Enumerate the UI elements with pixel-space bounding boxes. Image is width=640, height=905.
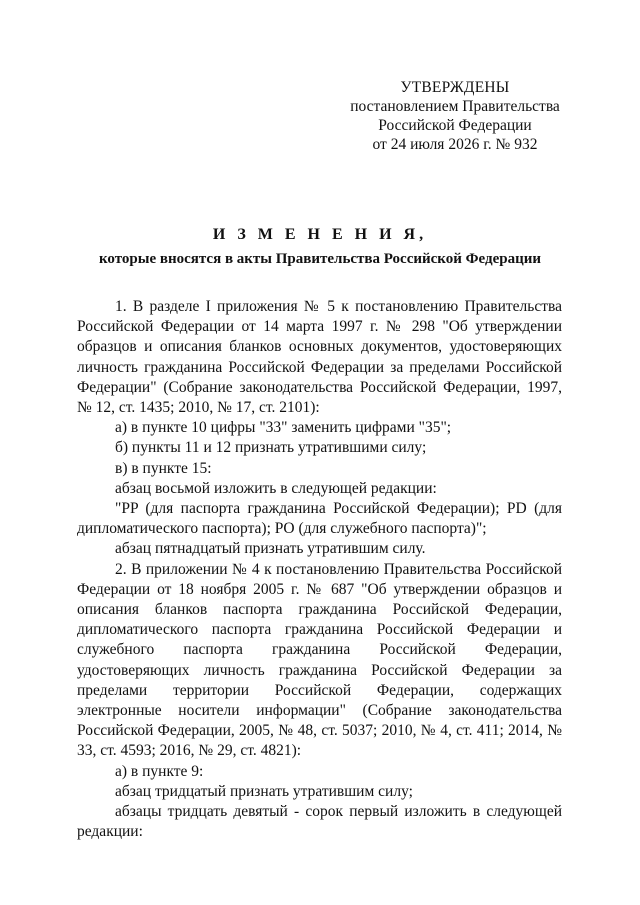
document-subtitle: которые вносятся в акты Правительства Российской Федерации [98,251,542,267]
paragraph-9: а) в пункте 9: [115,762,204,780]
paragraph-5: абзац восьмой изложить в следующей редакции: [115,479,437,497]
approval-stamp [330,78,580,154]
paragraph-7: абзац пятнадцатый признать утратившим силу. [115,540,426,558]
paragraph-1: 1. В разделе I приложения № 5 к постановлению Правительства Российской Федерации от 14 марта 1997 г. № 298 "Об утверждении образцов и описания бланков основных документов, удостоверяющих личность гражданина Российской Федерации за пределами Российской Федерации" (Собрание законодательства Российской Федерации, 1997, № 12, ст. 1435; 2010, № 17, ст. 2101): [77,298,562,417]
paragraph-3: б) пункты 11 и 12 признать утратившими силу; [115,439,427,457]
paragraph-2: а) в пункте 10 цифры "33" заменить цифрами "35"; [115,419,452,437]
approval-line-2: Российской Федерации [378,117,532,134]
paragraph-6: "PP (для паспорта гражданина Российской Федерации); PD (для дипломатического паспорта); PO (для служебного паспорта)"; [77,500,562,538]
approval-line-1: постановлением Правительства [350,98,560,115]
approval-heading: УТВЕРЖДЕНЫ [400,79,510,96]
paragraph-10: абзац тридцатый признать утратившим силу; [115,782,413,800]
paragraph-4: в) в пункте 15: [115,459,212,477]
document-body [77,297,562,842]
approval-line-3: от 24 июля 2026 г. № 932 [372,136,538,153]
document-title: И З М Е Н Е Н И Я, [212,226,428,243]
paragraph-8: 2. В приложении № 4 к постановлению Правительства Российской Федерации от 18 ноября 2005 г. № 687 "Об утверждении образцов и описания бланков паспорта гражданина Российской Федерации, дипломатического паспорта гражданина Российской Федерации и служебного паспорта гражданина Российской Федерации, удостоверяющих личность гражданина Российской Федерации за пределами территории Российской Федерации, содержащих электронные носители информации" (Собрание законодательства Российской Федерации, 2005, № 48, ст. 5037; 2010, № 4, ст. 411; 2014, № 33, ст. 4593; 2016, № 29, ст. 4821): [77,560,562,760]
paragraph-11: абзацы тридцать девятый - сорок первый изложить в следующей редакции: [77,803,562,841]
